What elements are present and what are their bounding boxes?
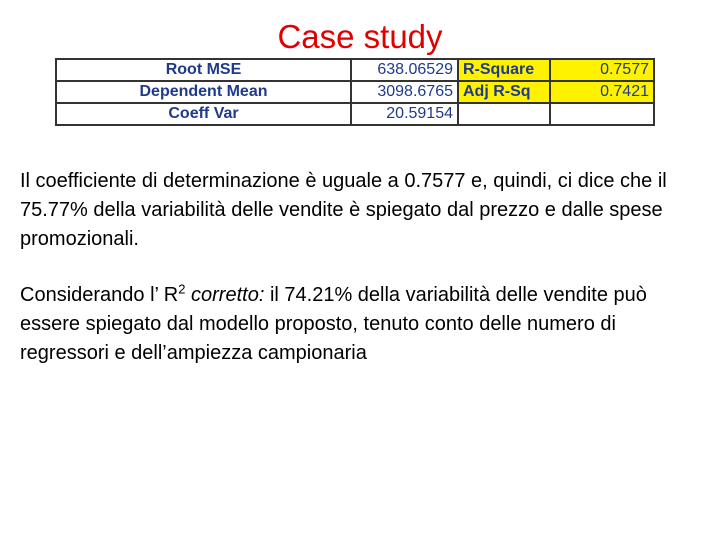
slide-title: Case study — [277, 18, 443, 55]
paragraph-r-square: Il coefficiente di determinazione è uguale a 0.7577 e, quindi, ci dice che il 75.77% della variabilità delle vendite è spiegato dal prezzo e dalle spese promozionali. — [20, 170, 667, 250]
empty-cell — [550, 103, 654, 125]
p2-start: Considerando l’ R — [20, 284, 179, 306]
p2-italic: corretto: — [185, 284, 265, 306]
table-row — [56, 81, 654, 103]
table-row — [56, 59, 654, 81]
empty-cell — [458, 103, 550, 125]
row-label: Root MSE — [56, 59, 351, 81]
table-row — [56, 103, 654, 125]
stat-name: Adj R-Sq — [458, 81, 550, 103]
stat-value: 0.7421 — [550, 81, 654, 103]
row-label: Dependent Mean — [56, 81, 351, 103]
stat-name: R-Square — [458, 59, 550, 81]
stat-value: 0.7577 — [550, 59, 654, 81]
row-value: 638.06529 — [351, 59, 458, 81]
row-label: Coeff Var — [56, 103, 351, 125]
superscript-2: 2 — [178, 281, 186, 297]
row-value: 20.59154 — [351, 103, 458, 125]
regression-stats-table — [55, 58, 655, 126]
paragraph-adj-r-square — [20, 281, 710, 368]
p2-end: il 74.21% della variabilità delle vendite può essere spiegato dal modello proposto, tenuto conto delle numero di regressori e dell’ampiezza campionaria — [20, 284, 647, 364]
row-value: 3098.6765 — [351, 81, 458, 103]
